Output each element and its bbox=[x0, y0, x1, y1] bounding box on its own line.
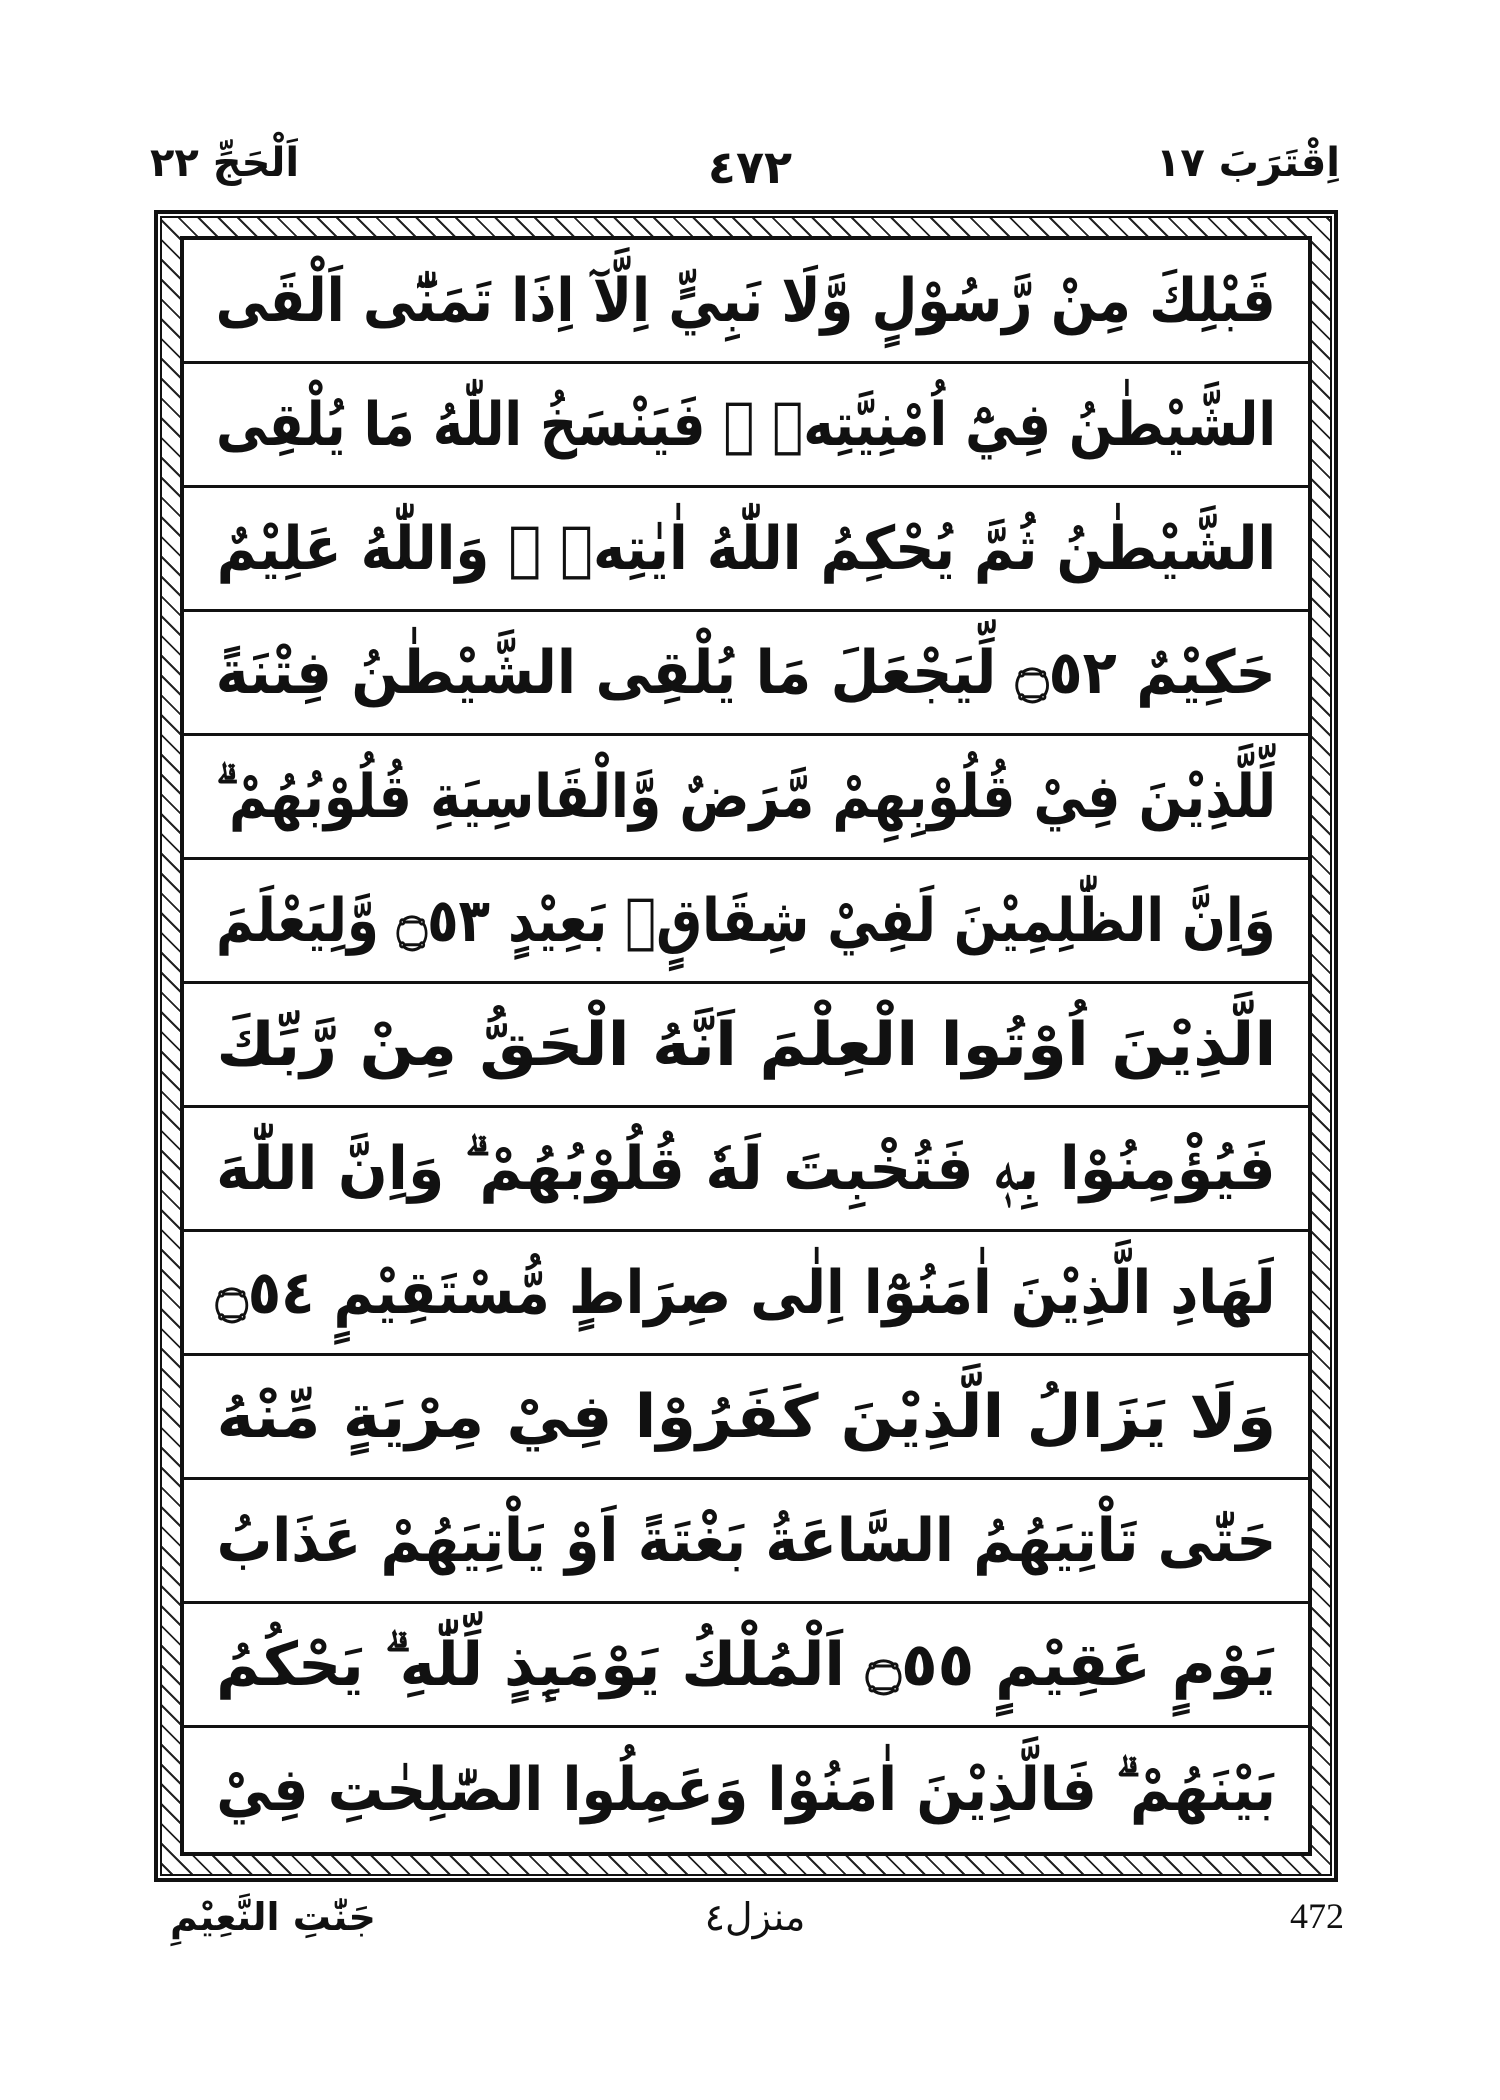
verse-text: وَلَا يَزَالُ الَّذِيْنَ كَفَرُوْا فِيْ مِرْيَةٍ مِّنْهُ bbox=[216, 1381, 1276, 1452]
verse-text: وَاِنَّ الظّٰلِمِيْنَ لَفِيْ شِقَاقٍۢ بَعِيْدٍ ۝٥٣ وَّلِيَعْلَمَ bbox=[216, 885, 1276, 956]
text-line bbox=[184, 736, 1308, 860]
verse-text: قَبْلِكَ مِنْ رَّسُوْلٍ وَّلَا نَبِيٍّ اِلَّآ اِذَا تَمَنّٰٓى اَلْقَى bbox=[215, 265, 1277, 336]
text-line bbox=[184, 1356, 1308, 1480]
page-number-arabic: ٤٧٢ bbox=[707, 140, 793, 194]
text-panel bbox=[180, 236, 1312, 1856]
text-line bbox=[184, 612, 1308, 736]
text-line bbox=[184, 1604, 1308, 1728]
text-line bbox=[184, 364, 1308, 488]
text-line bbox=[184, 1232, 1308, 1356]
verse-text: الشَّيْطٰنُ فِيْٓ اُمْنِيَّتِهٖ ۚ فَيَنْسَخُ اللّٰهُ مَا يُلْقِى bbox=[215, 389, 1277, 460]
verse-text: يَوْمٍ عَقِيْمٍ ۝٥٥ اَلْمُلْكُ يَوْمَىِٕذٍ لِّلّٰهِ ۗ يَحْكُمُ bbox=[216, 1629, 1276, 1700]
catchword: جَنّٰتِ النَّعِيْمِ bbox=[170, 1895, 376, 1939]
text-line bbox=[184, 860, 1308, 984]
verse-text: حَكِيْمٌ ۝٥٢ لِّيَجْعَلَ مَا يُلْقِى الشَّيْطٰنُ فِتْنَةً bbox=[215, 637, 1277, 708]
juz-header: اِقْتَرَبَ ١٧ bbox=[1155, 140, 1340, 186]
text-line bbox=[184, 1480, 1308, 1604]
surah-header: اَلْحَجِّ ٢٢ bbox=[150, 140, 300, 186]
manzil-marker: منزل٤ bbox=[704, 1895, 806, 1939]
verse-text: الَّذِيْنَ اُوْتُوا الْعِلْمَ اَنَّهُ الْحَقُّ مِنْ رَّبِّكَ bbox=[215, 1009, 1277, 1080]
verse-text: حَتّٰى تَاْتِيَهُمُ السَّاعَةُ بَغْتَةً اَوْ يَاْتِيَهُمْ عَذَابُ bbox=[216, 1505, 1276, 1576]
verse-text: الشَّيْطٰنُ ثُمَّ يُحْكِمُ اللّٰهُ اٰيٰتِهٖ ۗ وَاللّٰهُ عَلِيْمٌ bbox=[216, 513, 1276, 584]
verse-text: لِّلَّذِيْنَ فِيْ قُلُوْبِهِمْ مَّرَضٌ وَّالْقَاسِيَةِ قُلُوْبُهُمْ ۗ bbox=[215, 761, 1277, 832]
verse-text: فَيُؤْمِنُوْا بِهٖ فَتُخْبِتَ لَهٗ قُلُوْبُهُمْ ۗ وَاِنَّ اللّٰهَ bbox=[216, 1133, 1276, 1204]
text-line bbox=[184, 240, 1308, 364]
text-line bbox=[184, 1728, 1308, 1852]
text-line bbox=[184, 1108, 1308, 1232]
text-line bbox=[184, 984, 1308, 1108]
text-line bbox=[184, 488, 1308, 612]
verse-text: بَيْنَهُمْ ۗ فَالَّذِيْنَ اٰمَنُوْا وَعَمِلُوا الصّٰلِحٰتِ فِيْ bbox=[216, 1755, 1276, 1825]
verse-text: لَهَادِ الَّذِيْنَ اٰمَنُوْٓا اِلٰى صِرَاطٍ مُّسْتَقِيْمٍ ۝٥٤ bbox=[216, 1257, 1276, 1328]
page-number: 472 bbox=[1290, 1896, 1344, 1936]
